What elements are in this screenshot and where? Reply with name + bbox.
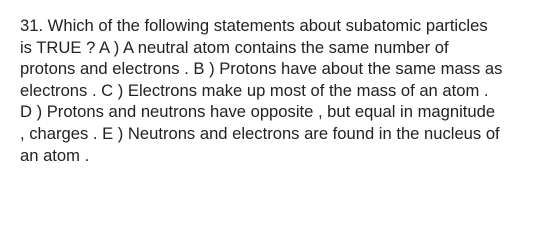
- question-line: electrons . C ) Electrons make up most of the mass of an atom .: [20, 80, 489, 100]
- question-line: protons and electrons . B ) Protons have about the same mass as: [20, 59, 503, 79]
- question-line: an atom .: [20, 145, 90, 165]
- question-line: D ) Protons and neutrons have opposite , but equal in magnitude: [20, 102, 496, 122]
- question-text: [20, 15, 552, 166]
- question-line: , charges . E ) Neutrons and electrons are found in the nucleus of: [20, 123, 500, 143]
- question-line: 31. Which of the following statements about subatomic particles: [20, 16, 488, 35]
- question-line: is TRUE ? A ) A neutral atom contains the same number of: [20, 37, 449, 57]
